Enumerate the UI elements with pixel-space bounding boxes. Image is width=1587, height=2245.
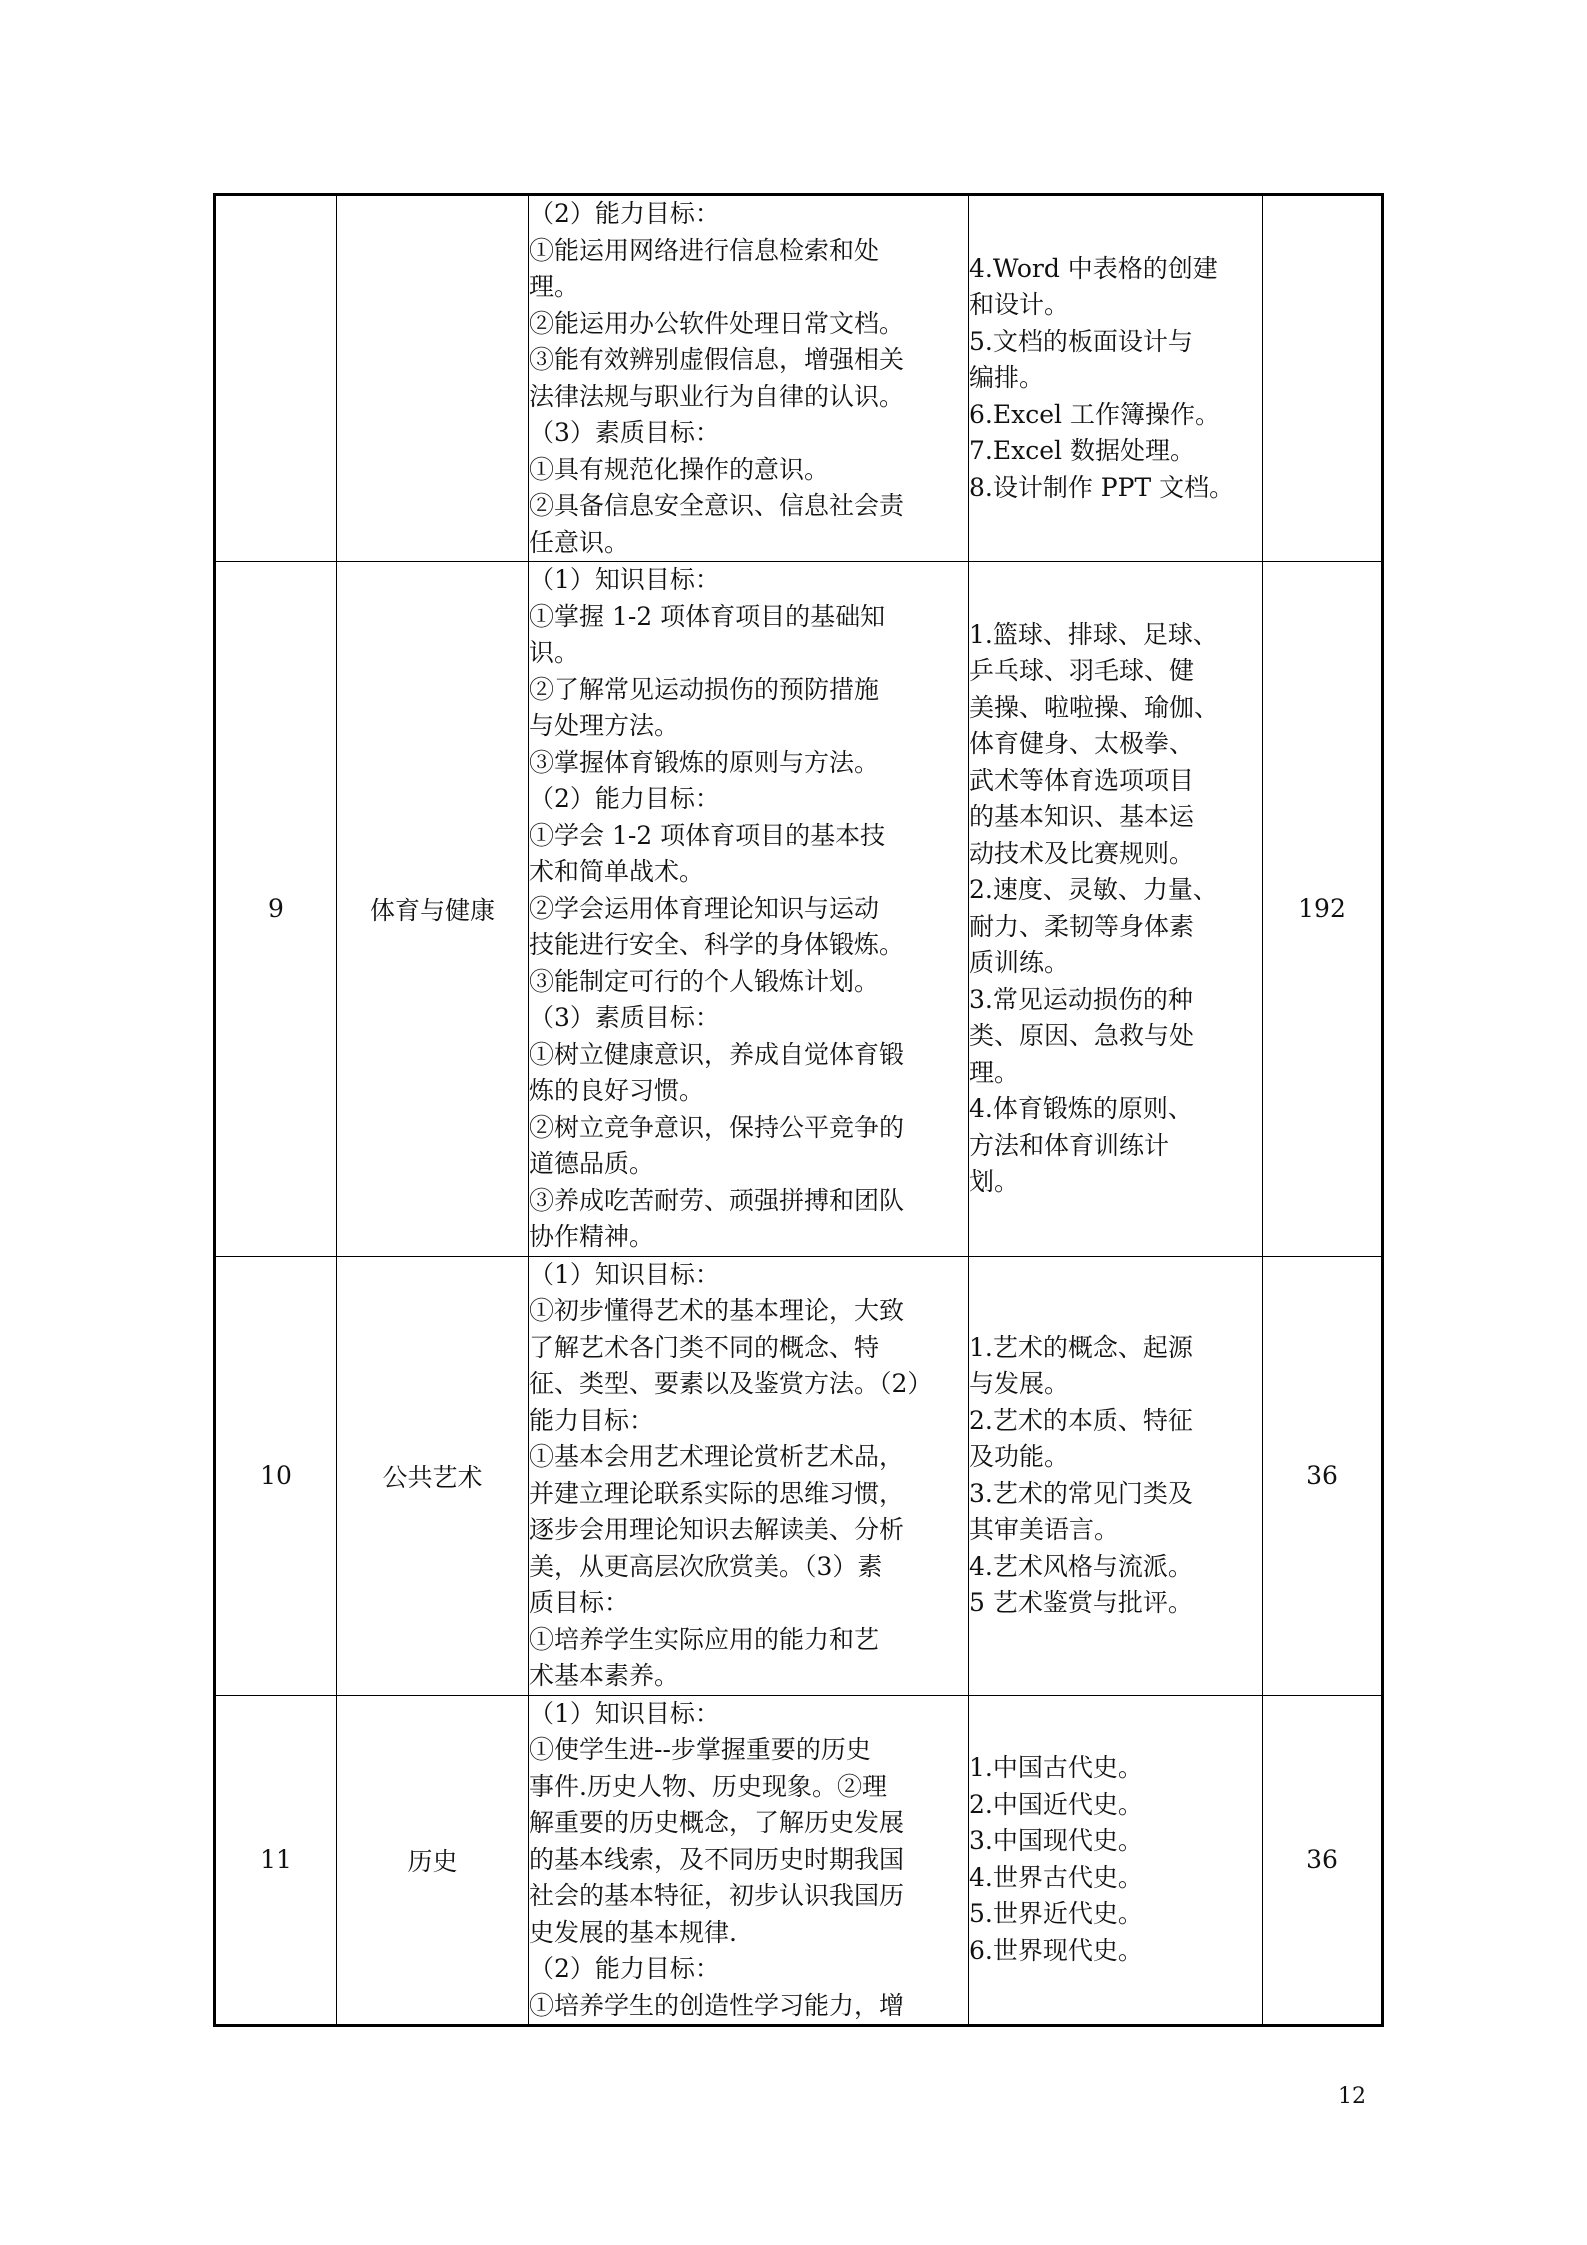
text-line: 任意识。 [529, 527, 630, 557]
text-line: 8.设计制作 PPT 文档。 [969, 472, 1235, 502]
text-line: 乒乓球、羽毛球、健 [969, 656, 1195, 686]
text-line: ③能制定可行的个人锻炼计划。 [529, 966, 880, 996]
text-line: 逐步会用理论知识去解读美、分析 [529, 1515, 905, 1544]
text-line: 3.中国现代史。 [969, 1826, 1143, 1856]
hours-cell: 36 [1263, 1695, 1383, 2026]
text-line: 6.Excel 工作簿操作。 [969, 399, 1220, 429]
text-line: 美操、啦啦操、瑜伽、 [969, 692, 1220, 722]
course-name: 公共艺术 [337, 1256, 529, 1695]
text-line: （1）知识目标： [529, 1698, 720, 1728]
text-line: 体育健身、太极拳、 [969, 729, 1195, 759]
text-line: 3.常见运动损伤的种 [969, 984, 1193, 1014]
text-line: ①基本会用艺术理论赏析艺术品， [529, 1442, 905, 1471]
text-line: 理。 [969, 1057, 1020, 1087]
goals-cell [529, 195, 969, 562]
text-line: 及功能。 [969, 1442, 1070, 1471]
content-cell [969, 195, 1263, 562]
text-line: 6.世界现代史。 [969, 1935, 1143, 1965]
table-row [215, 1695, 1383, 2026]
text-line: 5.文档的板面设计与 [969, 326, 1193, 356]
text-line: 协作精神。 [529, 1222, 655, 1251]
course-name: 历史 [337, 1695, 529, 2026]
text-line: 事件.历史人物、历史现象。②理 [529, 1771, 887, 1801]
text-line: （3）素质目标： [529, 418, 720, 447]
goals-cell [529, 562, 969, 1257]
text-line: 能力目标： [529, 1405, 655, 1435]
row-number [215, 195, 337, 562]
text-line: 社会的基本特征，初步认识我国历 [529, 1881, 905, 1910]
text-line: 方法和体育训练计 [969, 1130, 1170, 1160]
text-line: 征、类型、要素以及鉴赏方法。（2） [529, 1369, 933, 1398]
goals-cell [529, 1256, 969, 1695]
table-row [215, 195, 1383, 562]
text-line: 术基本素养。 [529, 1661, 680, 1690]
text-line: （1）知识目标： [529, 1259, 720, 1289]
text-line: 识。 [529, 638, 580, 667]
row-number: 10 [215, 1256, 337, 1695]
text-line: 动技术及比赛规则。 [969, 838, 1195, 868]
text-line: 7.Excel 数据处理。 [969, 436, 1195, 466]
goals-cell [529, 1695, 969, 2026]
text-line: 其审美语言。 [969, 1515, 1120, 1544]
text-line: 并建立理论联系实际的思维习惯， [529, 1478, 905, 1508]
text-line: 4.世界古代史。 [969, 1862, 1143, 1892]
text-line: ①培养学生的创造性学习能力，增 [529, 1990, 905, 2020]
text-line: 1.中国古代史。 [969, 1753, 1143, 1783]
hours-cell: 192 [1263, 562, 1383, 1257]
text-line: 划。 [969, 1167, 1020, 1197]
text-line: 解重要的历史概念，了解历史发展 [529, 1808, 905, 1837]
text-line: 5 艺术鉴赏与批评。 [969, 1588, 1193, 1617]
text-line: 质训练。 [969, 948, 1070, 978]
text-line: 类、原因、急救与处 [969, 1021, 1195, 1051]
text-line: 理。 [529, 272, 580, 301]
content-cell [969, 562, 1263, 1257]
text-line: 了解艺术各门类不同的概念、特 [529, 1332, 880, 1362]
text-line: 4.艺术风格与流派。 [969, 1551, 1193, 1581]
text-line: （2）能力目标： [529, 784, 720, 813]
text-line: 质目标： [529, 1588, 630, 1617]
course-name: 体育与健康 [337, 562, 529, 1257]
text-line: 术和简单战术。 [529, 857, 705, 886]
text-line: 4.Word 中表格的创建 [969, 253, 1218, 283]
text-line: 史发展的基本规律. [529, 1917, 737, 1947]
text-line: ①培养学生实际应用的能力和艺 [529, 1624, 880, 1654]
text-line: 与发展。 [969, 1369, 1070, 1398]
content-cell [969, 1695, 1263, 2026]
text-line: 1.艺术的概念、起源 [969, 1332, 1193, 1362]
text-line: ②学会运用体育理论知识与运动 [529, 893, 880, 923]
table-row [215, 1256, 1383, 1695]
text-line: 耐力、柔韧等身体素 [969, 911, 1195, 941]
text-line: ②了解常见运动损伤的预防措施 [529, 674, 880, 704]
text-line: 武术等体育选项项目 [969, 765, 1195, 795]
text-line: 与处理方法。 [529, 711, 680, 740]
text-line: ③能有效辨别虚假信息，增强相关 [529, 345, 905, 374]
text-line: ①树立健康意识，养成自觉体育锻 [529, 1039, 905, 1069]
text-line: 编排。 [969, 363, 1045, 393]
text-line: 道德品质。 [529, 1149, 655, 1178]
text-line: （1）知识目标： [529, 565, 720, 594]
text-line: 法律法规与职业行为自律的认识。 [529, 381, 905, 411]
text-line: ①学会 1-2 项体育项目的基本技 [529, 820, 886, 850]
text-line: （2）能力目标： [529, 1954, 720, 1983]
text-line: 和设计。 [969, 290, 1070, 320]
text-line: ③掌握体育锻炼的原则与方法。 [529, 747, 880, 777]
text-line: ①初步懂得艺术的基本理论，大致 [529, 1296, 905, 1325]
text-line: 2.速度、灵敏、力量、 [969, 875, 1218, 905]
course-name [337, 195, 529, 562]
text-line: 的基本线索，及不同历史时期我国 [529, 1844, 905, 1874]
text-line: ①具有规范化操作的意识。 [529, 454, 830, 484]
text-line: ③养成吃苦耐劳、顽强拼搏和团队 [529, 1185, 905, 1215]
text-line: 4.体育锻炼的原则、 [969, 1094, 1193, 1124]
text-line: ①能运用网络进行信息检索和处 [529, 235, 880, 265]
text-line: 1.篮球、排球、足球、 [969, 619, 1218, 649]
text-line: 技能进行安全、科学的身体锻炼。 [529, 930, 905, 959]
row-number: 9 [215, 562, 337, 1257]
text-line: 5.世界近代史。 [969, 1899, 1143, 1929]
text-line: ①掌握 1-2 项体育项目的基础知 [529, 601, 886, 631]
course-table [213, 193, 1384, 2027]
text-line: 3.艺术的常见门类及 [969, 1478, 1193, 1508]
content-cell [969, 1256, 1263, 1695]
text-line: （3）素质目标： [529, 1003, 720, 1032]
row-number: 11 [215, 1695, 337, 2026]
page-number: 12 [1338, 2084, 1366, 2109]
hours-cell: 36 [1263, 1256, 1383, 1695]
text-line: ②能运用办公软件处理日常文档。 [529, 308, 905, 338]
text-line: ①使学生进--步掌握重要的历史 [529, 1735, 871, 1764]
text-line: ②具备信息安全意识、信息社会责 [529, 491, 905, 520]
text-line: （2）能力目标： [529, 199, 720, 228]
text-line: 2.中国近代史。 [969, 1789, 1143, 1819]
text-line: 美，从更高层次欣赏美。（3）素 [529, 1551, 883, 1581]
text-line: ②树立竞争意识，保持公平竞争的 [529, 1112, 905, 1142]
hours-cell [1263, 195, 1383, 562]
text-line: 的基本知识、基本运 [969, 802, 1195, 832]
text-line: 炼的良好习惯。 [529, 1076, 705, 1105]
table-row [215, 562, 1383, 1257]
text-line: 2.艺术的本质、特征 [969, 1405, 1193, 1435]
